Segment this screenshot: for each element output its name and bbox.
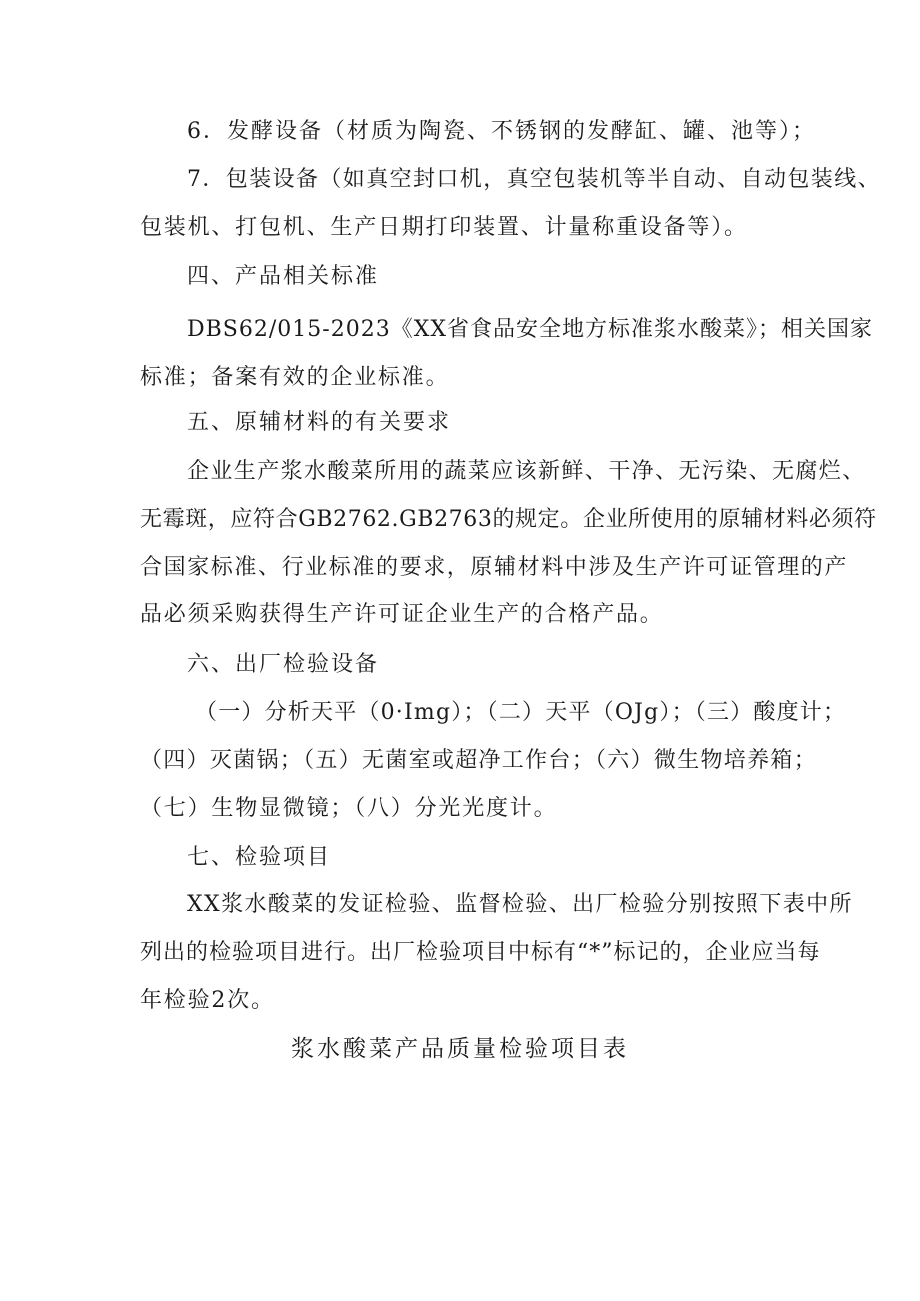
section-6-heading: 六、出厂检验设备 bbox=[187, 652, 380, 677]
section-7-heading: 七、检验项目 bbox=[187, 845, 332, 870]
item-7-packaging-equipment-cont: 包装机、打包机、生产日期打印装置、计量称重设备等）。 bbox=[140, 215, 748, 240]
section-6-equipment-line-2: （四）灭菌锅；（五）无菌室或超净工作台；（六）微生物培养箱； bbox=[140, 748, 818, 773]
section-4-heading: 四、产品相关标准 bbox=[187, 264, 380, 289]
section-5-paragraph-line-4: 品必须采购获得生产许可证企业生产的合格产品。 bbox=[140, 602, 664, 627]
item-6-fermentation-equipment: 6．发酵设备（材质为陶瓷、不锈钢的发酵缸、罐、池等）； bbox=[187, 119, 816, 144]
table-title: 浆水酸菜产品质量检验项目表 bbox=[291, 1036, 629, 1062]
section-5-paragraph-line-2: 无霉斑，应符合GB2762.GB2763的规定。企业所使用的原辅材料必须符 bbox=[140, 507, 877, 532]
section-5-paragraph-line-1: 企业生产浆水酸菜所用的蔬菜应该新鲜、干净、无污染、无腐烂、 bbox=[187, 459, 866, 484]
section-7-paragraph-line-1: XX浆水酸菜的发证检验、监督检验、出厂检验分别按照下表中所 bbox=[187, 892, 853, 917]
section-7-paragraph-line-3: 年检验2次。 bbox=[140, 988, 275, 1013]
item-7-packaging-equipment: 7．包装设备（如真空封口机，真空包装机等半自动、自动包装线、 bbox=[187, 167, 881, 192]
section-7-paragraph-line-2: 列出的检验项目进行。出厂检验项目中标有“*”标记的，企业应当每 bbox=[140, 940, 821, 965]
section-5-heading: 五、原辅材料的有关要求 bbox=[187, 410, 452, 435]
section-6-equipment-line-3: （七）生物显微镜；（八）分光光度计。 bbox=[140, 796, 558, 821]
section-4-standards: DBS62/015-2023《XX省食品安全地方标准浆水酸菜》；相关国家 bbox=[187, 317, 874, 342]
section-4-standards-cont: 标准；备案有效的企业标准。 bbox=[140, 365, 450, 390]
section-5-paragraph-line-3: 合国家标准、行业标准的要求，原辅材料中涉及生产许可证管理的产 bbox=[140, 555, 849, 580]
section-6-equipment-line-1: （一）分析天平（0·Img）；（二）天平（OJg）；（三）酸度计； bbox=[195, 700, 847, 725]
